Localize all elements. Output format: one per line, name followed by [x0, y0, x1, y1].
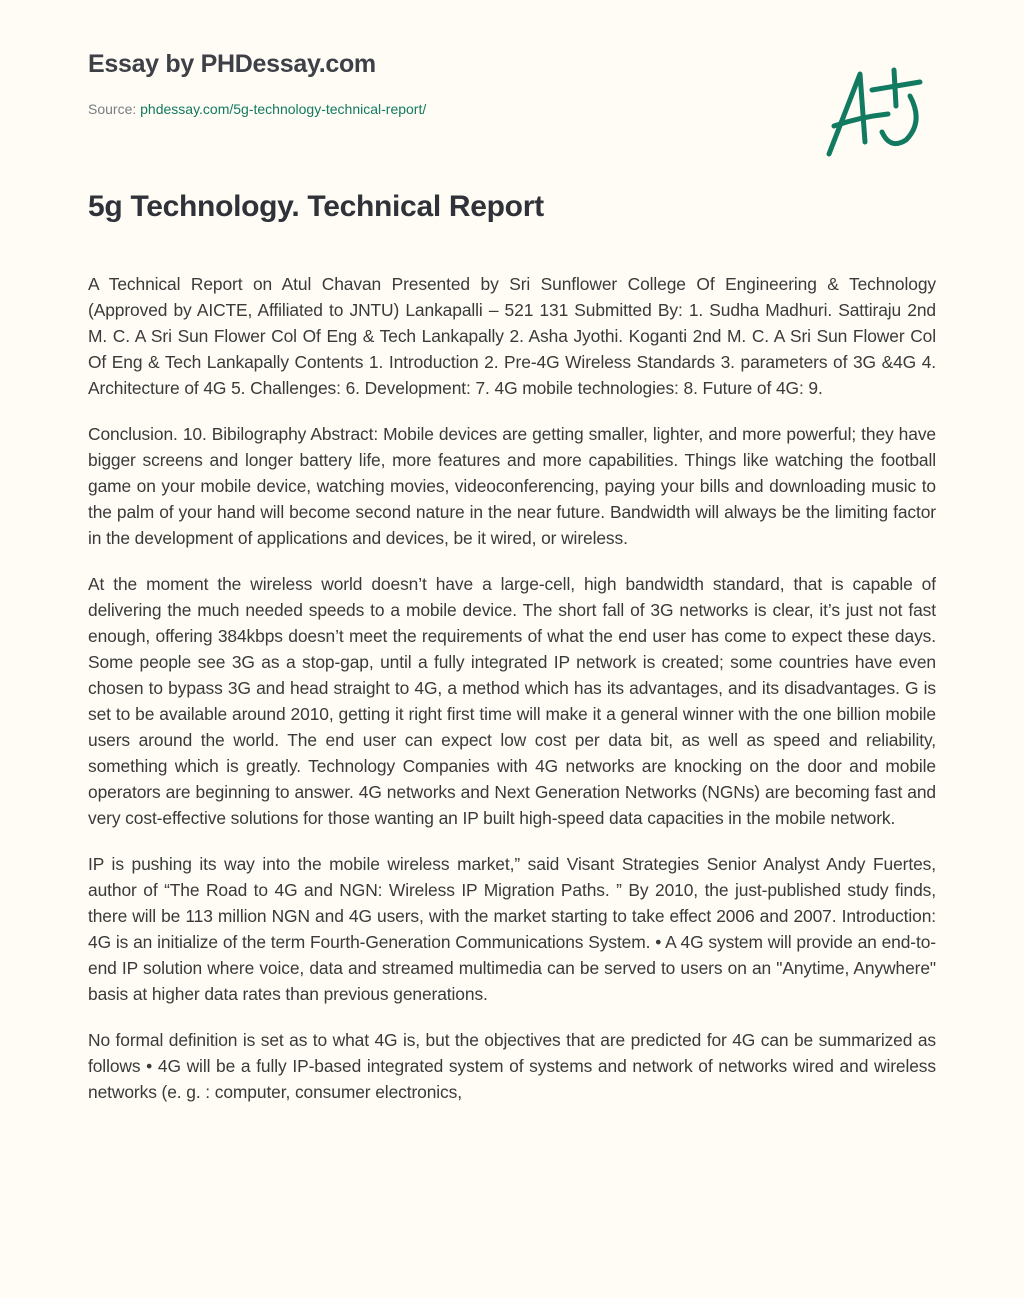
source-link[interactable]: phdessay.com/5g-technology-technical-report/ [140, 101, 427, 117]
paragraph: No formal definition is set as to what 4G is, but the objectives that are predicted for 4G can be summarized as follows • 4G will be a fully IP-based integrated system of systems and network of networks wired and wireless networks (e. g. : computer, consumer electronics, [88, 1030, 936, 1102]
source-label: Source: [88, 101, 137, 117]
a-plus-logo-icon [820, 62, 930, 162]
source-line [88, 101, 426, 117]
paragraph: A Technical Report on Atul Chavan Presented by Sri Sunflower College Of Engineering & Technology (Approved by AICTE, Affiliated to JNTU) Lankapalli – 521 131 Submitted By: 1. Sudha Madhuri. Sattiraju 2nd M. C. A Sri Sun Flower Col Of Eng & Tech Lankapally 2. Asha Jyothi. Koganti 2nd M. C. A Sri Sun Flower Col Of Eng & Tech Lankapally Contents 1. Introduction 2. Pre-4G Wireless Standards 3. parameters of 3G &4G 4. Architecture of 4G 5. Challenges: 6. Development: 7. 4G mobile technologies: 8. Future of 4G: 9. [88, 274, 936, 398]
paragraph: IP is pushing its way into the mobile wireless market,” said Visant Strategies Senior Analyst Andy Fuertes, author of “The Road to 4G and NGN: Wireless IP Migration Paths. ” By 2010, the just-published study finds, there will be 113 million NGN and 4G users, with the market starting to take effect 2006 and 2007. Introduction: 4G is an initialize of the term Fourth-Generation Communications System. • A 4G system will provide an end-to-end IP solution where voice, data and streamed multimedia can be served to users on an "Anytime, Anywhere" basis at higher data rates than previous generations. [88, 854, 936, 1004]
essay-body [88, 271, 936, 1250]
page-title: 5g Technology. Technical Report [88, 190, 544, 223]
site-brand: Essay by PHDessay.com [88, 50, 376, 78]
paragraph: Conclusion. 10. Bibilography Abstract: Mobile devices are getting smaller, lighter, and more powerful; they have bigger screens and longer battery life, more features and more capabilities. Things like watching the football game on your mobile device, watching movies, videoconferencing, paying your bills and downloading music to the palm of your hand will become second nature in the near future. Bandwidth will always be the limiting factor in the development of applications and devices, be it wired, or wireless. [88, 424, 936, 548]
paragraph: At the moment the wireless world doesn’t have a large-cell, high bandwidth standard, that is capable of delivering the much needed speeds to a mobile device. The short fall of 3G networks is clear, it’s just not fast enough, offering 384kbps doesn’t meet the requirements of what the end user has come to expect these days. Some people see 3G as a stop-gap, until a fully integrated IP network is created; some countries have even chosen to bypass 3G and head straight to 4G, a method which has its advantages, and its disadvantages. G is set to be available around 2010, getting it right first time will make it a general winner with the one billion mobile users around the world. The end user can expect low cost per data bit, as well as speed and reliability, something which is greatly. Technology Companies with 4G networks are knocking on the door and mobile operators are beginning to answer. 4G networks and Next Generation Networks (NGNs) are becoming fast and very cost-effective solutions for those wanting an IP built high-speed data capacities in the mobile network. [88, 574, 936, 828]
